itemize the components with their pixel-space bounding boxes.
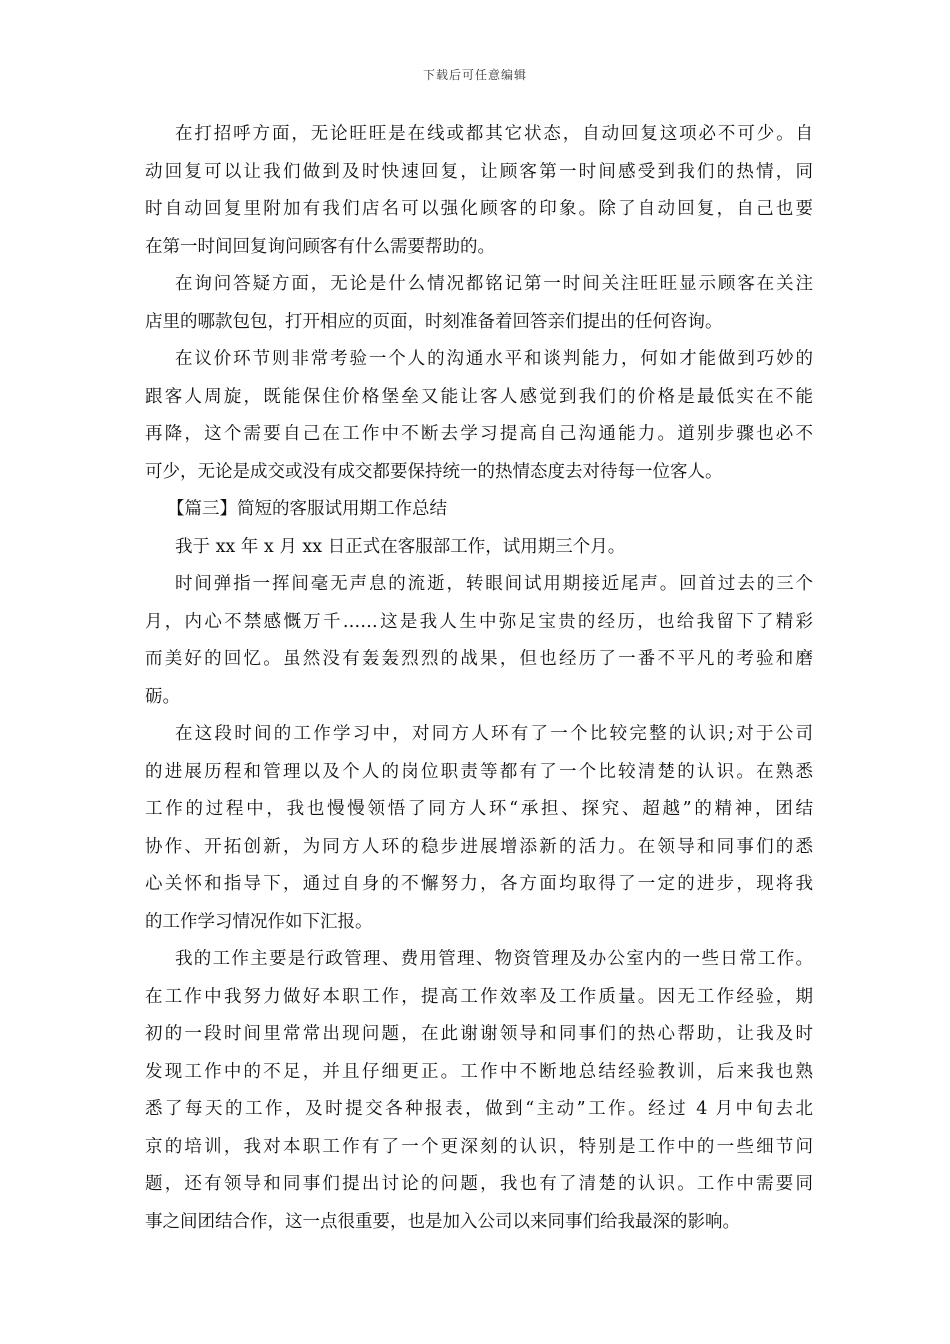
text-line: 在打招呼方面，无论旺旺是在线或都其它状态，自动回复这项必不可少。自 — [175, 124, 813, 144]
text-line: 在询问答疑方面，无论是什么情况都铭记第一时间关注旺旺显示顾客在关注 — [175, 274, 813, 294]
text-line: 我的工作主要是行政管理、费用管理、物资管理及办公室内的一些日常工作。 — [175, 949, 813, 969]
document-body — [145, 116, 813, 1241]
text-line: 动回复可以让我们做到及时快速回复，让顾客第一时间感受到我们的热情，同 — [145, 161, 813, 182]
paragraph — [145, 266, 813, 341]
text-line: 事之间团结合作，这一点很重要，也是加入公司以来同事们给我最深的影响。 — [145, 1211, 740, 1232]
text-line: 时间弹指一挥间毫无声息的流逝，转眼间试用期接近尾声。回首过去的三个 — [175, 574, 813, 594]
text-line: 我于 xx 年 x 月 xx 日正式在客服部工作，试用期三个月。 — [175, 536, 626, 557]
text-line: 京的培训，我对本职工作有了一个更深刻的认识，特别是工作中的一些细节问 — [145, 1136, 813, 1157]
paragraph — [145, 116, 813, 266]
section-heading — [145, 491, 813, 529]
text-line: 在这段时间的工作学习中，对同方人环有了一个比较完整的认识;对于公司 — [175, 724, 813, 744]
page-header: 下载后可任意编辑 — [422, 68, 527, 82]
text-line: 时自动回复里附加有我们店名可以强化顾客的印象。除了自动回复，自己也要 — [145, 199, 813, 219]
text-line: 砺。 — [145, 686, 180, 707]
section-heading-text: 【篇三】简短的客服试用期工作总结 — [167, 499, 447, 519]
text-line: 月，内心不禁感慨万千……这是我人生中弥足宝贵的经历，也给我留下了精彩 — [145, 611, 813, 632]
paragraph — [145, 941, 813, 1241]
text-line: 店里的哪款包包，打开相应的页面，时刻准备着回答亲们提出的任何咨询。 — [145, 311, 723, 332]
text-line: 在工作中我努力做好本职工作，提高工作效率及工作质量。因无工作经验，期 — [145, 986, 813, 1007]
text-line: 可少，无论是成交或没有成交都要保持统一的热情态度去对待每一位客人。 — [145, 461, 723, 482]
text-line: 心关怀和指导下，通过自身的不懈努力，各方面均取得了一定的进步，现将我 — [145, 874, 813, 894]
paragraph — [145, 566, 813, 716]
text-line: 再降，这个需要自己在工作中不断去学习提高自己沟通能力。道别步骤也必不 — [145, 424, 813, 444]
text-line: 的工作学习情况作如下汇报。 — [145, 911, 373, 932]
text-line: 跟客人周旋，既能保住价格堡垒又能让客人感觉到我们的价格是最低实在不能 — [145, 386, 813, 407]
text-line: 悉了每天的工作，及时提交各种报表，做到“主动”工作。经过 4 月中旬去北 — [145, 1099, 813, 1119]
text-line: 工作的过程中，我也慢慢领悟了同方人环“承担、探究、超越”的精神，团结 — [145, 799, 813, 819]
paragraph — [145, 716, 813, 941]
paragraph — [145, 529, 813, 567]
text-line: 而美好的回忆。虽然没有轰轰烈烈的战果，但也经历了一番不平凡的考验和磨 — [145, 649, 813, 669]
paragraph — [145, 341, 813, 491]
text-line: 在第一时间回复询问顾客有什么需要帮助的。 — [145, 236, 495, 257]
text-line: 题，还有领导和同事们提出讨论的问题，我也有了清楚的认识。工作中需要同 — [145, 1174, 813, 1194]
text-line: 初的一段时间里常常出现问题，在此谢谢领导和同事们的热心帮助，让我及时 — [145, 1024, 813, 1044]
text-line: 的进展历程和管理以及个人的岗位职责等都有了一个比较清楚的认识。在熟悉 — [145, 761, 813, 782]
text-line: 发现工作中的不足，并且仔细更正。工作中不断地总结经验教训，后来我也熟 — [145, 1061, 813, 1082]
text-line: 协作、开拓创新，为同方人环的稳步进展增添新的活力。在领导和同事们的悉 — [145, 836, 813, 857]
text-line: 在议价环节则非常考验一个人的沟通水平和谈判能力，何如才能做到巧妙的 — [175, 349, 813, 369]
